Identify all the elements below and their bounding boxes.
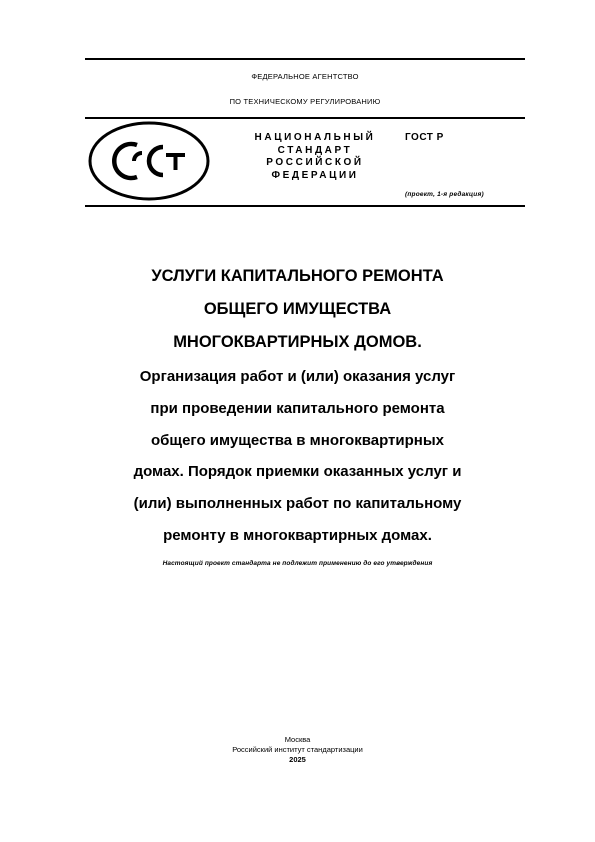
standard-title-line: СТАНДАРТ [277,144,353,156]
middle-rule [85,117,525,119]
title-line: МНОГОКВАРТИРНЫХ ДОМОВ. [173,333,422,351]
title-line: ОБЩЕГО ИМУЩЕСТВА [203,300,392,318]
agency-line-1: ФЕДЕРАЛЬНОЕ АГЕНТСТВО [251,72,359,81]
subtitle-line: общего имущества в многоквартирных [151,431,444,449]
imprint-publisher: Российский институт стандартизации [232,745,363,754]
subtitle-line: при проведении капитального ремонта [150,399,445,417]
agency-line-2: ПО ТЕХНИЧЕСКОМУ РЕГУЛИРОВАНИЮ [229,97,381,106]
standard-title-line: ФЕДЕРАЦИИ [271,169,359,181]
subtitle-line: (или) выполненных работ по капитальному [133,495,462,513]
edition-note: (проект, 1-я редакция) [405,191,484,198]
standard-title [240,132,390,182]
subtitle-line: ремонту в многоквартирных домах. [163,526,432,544]
imprint [60,735,535,765]
imprint-city: Москва [284,735,311,744]
document-subtitle [60,361,535,552]
standard-title-line: РОССИЙСКОЙ [266,157,364,168]
draft-note: Настоящий проект стандарта не подлежит применению до его утверждения [162,560,433,567]
subtitle-line: домах. Порядок приемки оказанных услуг и [133,463,462,481]
document-title [60,260,535,359]
title-line: УСЛУГИ КАПИТАЛЬНОГО РЕМОНТА [151,267,444,285]
subtitle-line: Организация работ и (или) оказания услуг [139,368,456,385]
standard-designation: ГОСТ Р [405,132,444,143]
bottom-rule [85,205,525,207]
gost-r-logo-icon [88,121,210,201]
top-rule [85,58,525,60]
imprint-year: 2025 [289,755,306,764]
standard-title-line: НАЦИОНАЛЬНЫЙ [254,132,376,143]
